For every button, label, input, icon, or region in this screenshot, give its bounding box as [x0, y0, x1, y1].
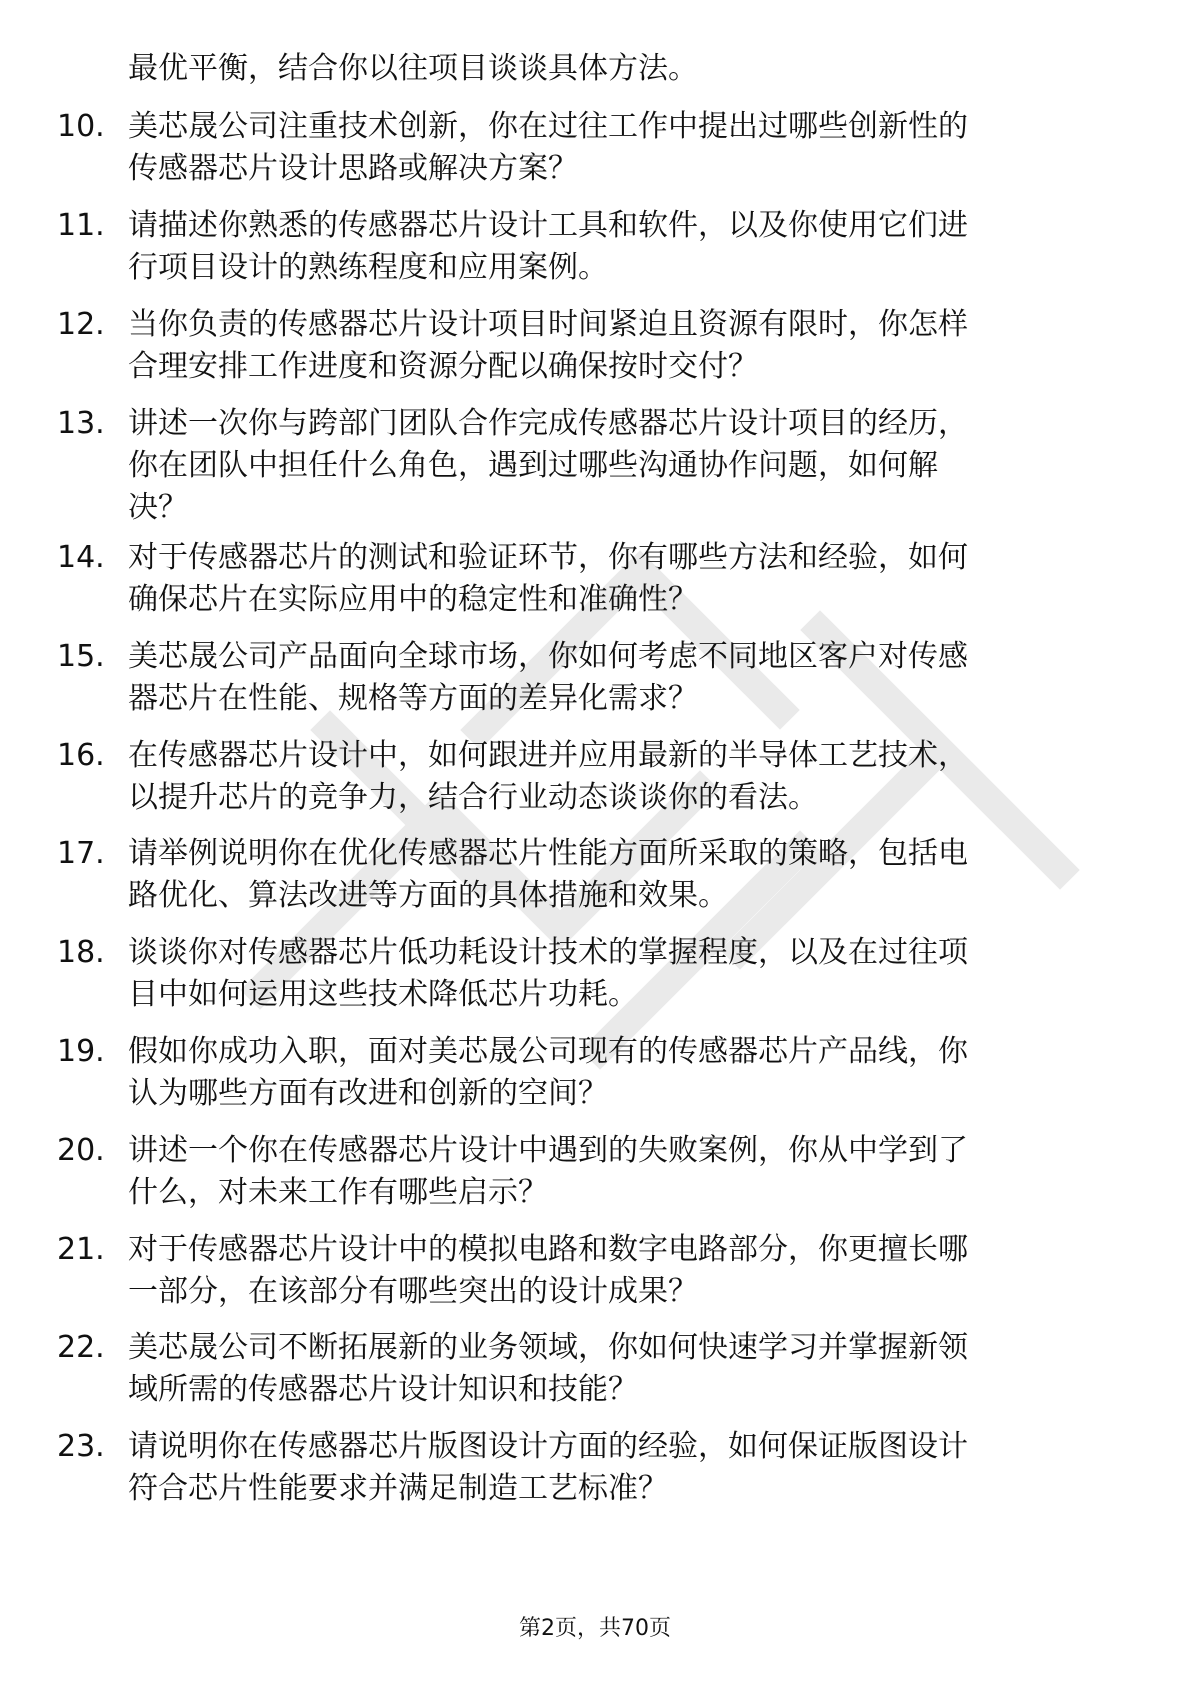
- item-text-line: 一部分，在该部分有哪些突出的设计成果？: [128, 1274, 698, 1309]
- page-footer: 第2页，共70页: [519, 1616, 671, 1641]
- item-text-line: 对于传感器芯片设计中的模拟电路和数字电路部分，你更擅长哪: [128, 1232, 968, 1267]
- item-text-line: 在传感器芯片设计中，如何跟进并应用最新的半导体工艺技术，: [128, 738, 968, 773]
- item-text-line: 域所需的传感器芯片设计知识和技能？: [128, 1372, 638, 1407]
- item-number: 15.: [57, 639, 105, 674]
- item-text-line: 符合芯片性能要求并满足制造工艺标准？: [128, 1471, 668, 1506]
- item-number: 18.: [57, 935, 105, 970]
- item-text-line: 传感器芯片设计思路或解决方案？: [128, 151, 578, 186]
- item-number: 11.: [57, 208, 105, 243]
- item-text-line: 器芯片在性能、规格等方面的差异化需求？: [128, 681, 698, 716]
- item-text-line: 谈谈你对传感器芯片低功耗设计技术的掌握程度，以及在过往项: [128, 935, 968, 970]
- item-text-line: 行项目设计的熟练程度和应用案例。: [128, 250, 608, 285]
- item-text-line: 请描述你熟悉的传感器芯片设计工具和软件，以及你使用它们进: [128, 208, 968, 243]
- item-text-line: 美芯晟公司注重技术创新，你在过往工作中提出过哪些创新性的: [128, 109, 968, 144]
- item-text-line: 以提升芯片的竞争力，结合行业动态谈谈你的看法。: [128, 780, 818, 815]
- item-text-line: 路优化、算法改进等方面的具体措施和效果。: [128, 878, 728, 913]
- item-number: 16.: [57, 738, 105, 773]
- item-number: 20.: [57, 1133, 105, 1168]
- item-number: 19.: [57, 1034, 105, 1069]
- item-number: 17.: [57, 836, 105, 871]
- item-text-line: 假如你成功入职，面对美芯晟公司现有的传感器芯片产品线，你: [128, 1034, 968, 1069]
- item-text-line: 确保芯片在实际应用中的稳定性和准确性？: [128, 582, 698, 617]
- item-text-line: 请说明你在传感器芯片版图设计方面的经验，如何保证版图设计: [128, 1429, 968, 1464]
- item-number: 14.: [57, 540, 105, 575]
- item-number: 21.: [57, 1232, 105, 1267]
- item-text-line: 合理安排工作进度和资源分配以确保按时交付？: [128, 349, 758, 384]
- item-number: 13.: [57, 406, 105, 441]
- item-text-line: 对于传感器芯片的测试和验证环节，你有哪些方法和经验，如何: [128, 540, 968, 575]
- item-text-line: 认为哪些方面有改进和创新的空间？: [128, 1076, 608, 1111]
- item-number: 10.: [57, 109, 105, 144]
- item-text-line: 目中如何运用这些技术降低芯片功耗。: [128, 977, 638, 1012]
- item-text-line: 请举例说明你在优化传感器芯片性能方面所采取的策略，包括电: [128, 836, 968, 871]
- item-number: 22.: [57, 1330, 105, 1365]
- item-text-line: 讲述一个你在传感器芯片设计中遇到的失败案例，你从中学到了: [128, 1133, 968, 1168]
- item-number: 23.: [57, 1429, 105, 1464]
- item-text-line: 什么，对未来工作有哪些启示？: [128, 1175, 548, 1210]
- item-text-line: 美芯晟公司不断拓展新的业务领域，你如何快速学习并掌握新领: [128, 1330, 968, 1365]
- item-number: 12.: [57, 307, 105, 342]
- continued-text: 最优平衡，结合你以往项目谈谈具体方法。: [128, 51, 698, 86]
- item-text-line: 讲述一次你与跨部门团队合作完成传感器芯片设计项目的经历，: [128, 406, 968, 441]
- item-text-line: 当你负责的传感器芯片设计项目时间紧迫且资源有限时，你怎样: [128, 307, 968, 342]
- item-text-line: 决？: [128, 490, 188, 525]
- item-text-line: 美芯晟公司产品面向全球市场，你如何考虑不同地区客户对传感: [128, 639, 968, 674]
- item-text-line: 你在团队中担任什么角色，遇到过哪些沟通协作问题，如何解: [128, 448, 938, 483]
